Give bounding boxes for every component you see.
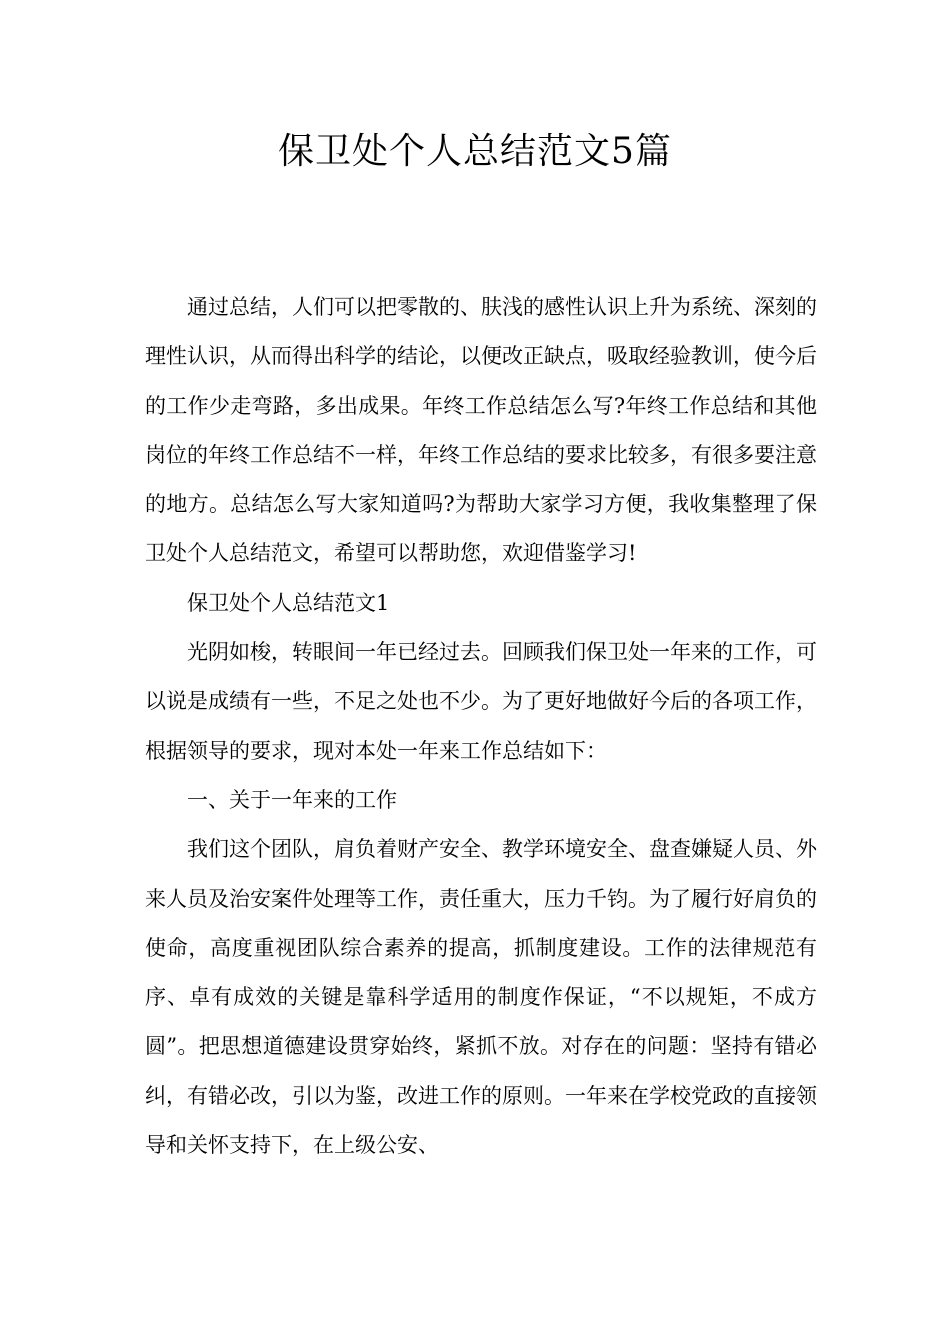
body-paragraph: 我们这个团队，肩负着财产安全、教学环境安全、盘查嫌疑人员、外来人员及治安案件处理等工作，责任重大，压力千钧。为了履行好肩负的使命，高度重视团队综合素养的提高，抓制度建设。工作的法律规范有序、卓有成效的关键是靠科学适用的制度作保证，“不以规矩，不成方圆”。把思想道德建设贯穿始终，紧抓不放。对存在的问题：坚持有错必纠，有错必改，引以为鉴，改进工作的原则。一年来在学校党政的直接领导和关怀支持下，在上级公安、 xyxy=(145,837,817,1158)
intro-paragraph: 通过总结，人们可以把零散的、肤浅的感性认识上升为系统、深刻的理性认识，从而得出科学的结论，以便改正缺点，吸取经验教训，使今后的工作少走弯路，多出成果。年终工作总结怎么写?年终工作总结和其他岗位的年终工作总结不一样，年终工作总结的要求比较多，有很多要注意的地方。总结怎么写大家知道吗?为帮助大家学习方便，我收集整理了保卫处个人总结范文，希望可以帮助您，欢迎借鉴学习! xyxy=(145,295,817,566)
body-paragraph: 光阴如梭，转眼间一年已经过去。回顾我们保卫处一年来的工作，可以说是成绩有一些，不足之处也不少。为了更好地做好今后的各项工作，根据领导的要求，现对本处一年来工作总结如下： xyxy=(145,640,817,763)
subsection-heading: 一、关于一年来的工作 xyxy=(187,787,397,812)
document-title: 保卫处个人总结范文5篇 xyxy=(278,131,672,172)
section-heading-sample-1: 保卫处个人总结范文1 xyxy=(187,590,390,615)
document-body xyxy=(145,283,817,1170)
